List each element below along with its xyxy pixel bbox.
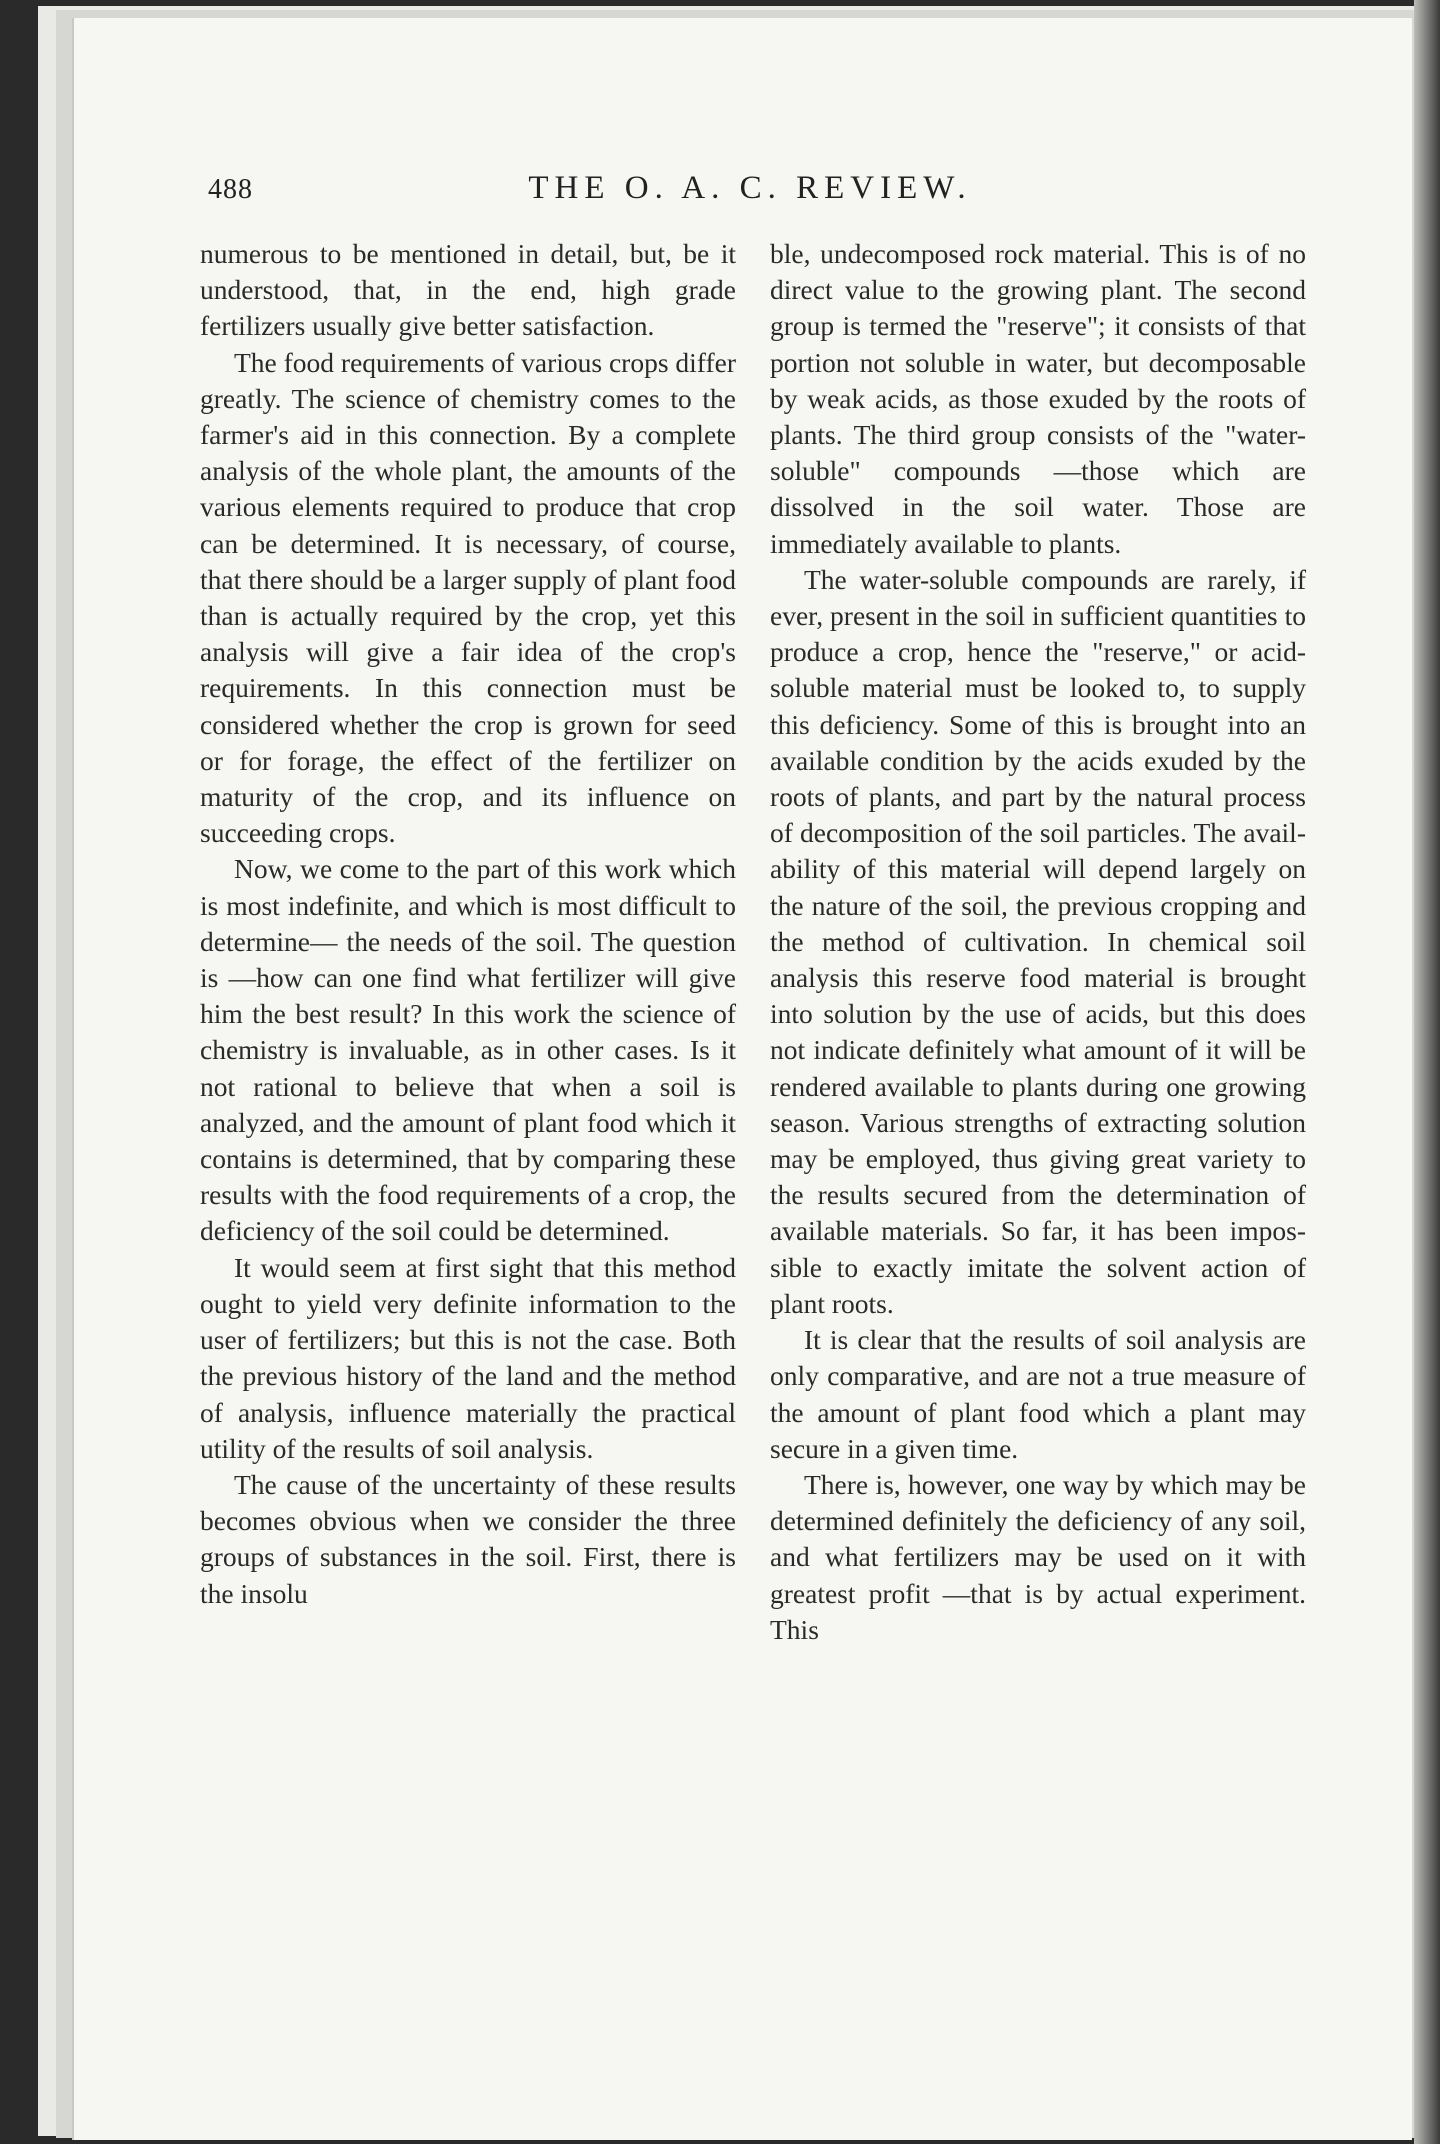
page-number: 488: [208, 174, 253, 205]
left-column: [200, 236, 736, 1612]
paragraph: The water-soluble compounds are rarely, if ever, present in the soil in sufficient quantities to produce a crop, hence the "reserve," or acid-soluble material must be looked to, to supply this deficiency. Some of this is brought into an available condition by the acids exuded by the roots of plants, and part by the natural process of decomposition of the soil particles. The availability of this material will depend largely on the nature of the soil, the previous cropping and the method of cultivation. In chemical soil analysis this reserve food material is brought into solution by the use of acids, but this does not indicate definitely what amount of it will be rendered available to plants during one growing season. Various strengths of extracting solution may be employed, thus giving great variety to the results secured from the determination of available materials. So far, it has been impossible to exactly imitate the solvent action of plant roots.: [770, 563, 1306, 1319]
paragraph: Now, we come to the part of this work which is most indefinite, and which is most difficult to determine— the needs of the soil. The question is —how can one find what fertilizer will give him the best result? In this work the science of chemistry is invaluable, as in other cases. Is it not rational to believe that when a soil is analyzed, and the amount of plant food which it contains is determined, that by comparing these results with the food requirements of a crop, the deficiency of the soil could be determined.: [200, 853, 736, 1247]
binding-shadow: [1414, 0, 1440, 2144]
paragraph: The food requirements of various crops differ greatly. The science of chemistry comes to the farmer's aid in this connection. By a complete analysis of the whole plant, the amounts of the various elements required to produce that crop can be determined. It is necessary, of course, that there should be a larger supply of plant food than is actually required by the crop, yet this analysis will give a fair idea of the crop's requirements. In this connection must be considered whether the crop is grown for seed or for forage, the effect of the fertilizer on maturity of the crop, and its influence on succeeding crops.: [200, 346, 736, 849]
paragraph: The cause of the uncertainty of these results becomes obvious when we consider the three groups of substances in the soil. First, there is the insolu: [200, 1468, 736, 1609]
right-column: [770, 236, 1306, 1648]
paragraph: It is clear that the results of soil analysis are only comparative, and are not a true measure of the amount of plant food which a plant may secure in a given time.: [770, 1324, 1306, 1464]
paragraph: It would seem at first sight that this method ought to yield very definite information to the user of fertilizers; but this is not the case. Both the previous history of the land and the method of analysis, influence materially the practical utility of the results of soil analysis.: [200, 1251, 736, 1464]
page-header: [200, 170, 1300, 220]
paragraph: There is, however, one way by which may be determined definitely the deficiency of any soil, and what fertilizers may be used on it with greatest profit —that is by actual experiment. This: [770, 1468, 1306, 1645]
paragraph: numerous to be mentioned in detail, but, be it understood, that, in the end, high grade fertilizers usually give better satisfaction.: [200, 238, 736, 342]
running-title: THE O. A. C. REVIEW.: [528, 170, 972, 206]
paragraph: ble, undecomposed rock material. This is of no direct value to the growing plant. The second group is termed the "reserve"; it consists of that portion not soluble in water, but decomposable by weak acids, as those exuded by the roots of plants. The third group consists of the "water-soluble" compounds —those which are dissolved in the soil water. Those are immediately available to plants.: [770, 238, 1306, 559]
